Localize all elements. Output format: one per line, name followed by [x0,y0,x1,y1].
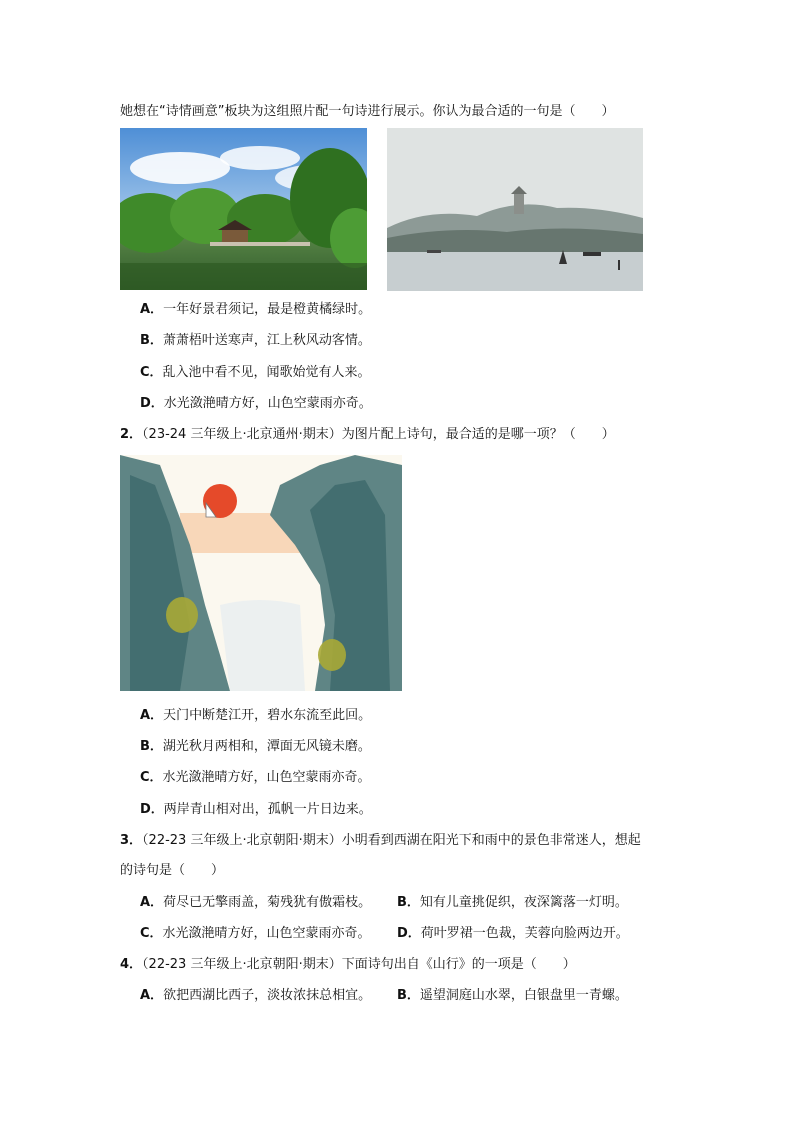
photo-misty-lake [387,128,643,291]
q2-option-d: D．两岸青山相对出，孤帆一片日边来。 [140,802,372,817]
q2-option-b: B．湖光秋月两相和，潭面无风镜未磨。 [140,739,371,754]
q4-option-a: A．欲把西湖比西子，淡妆浓抹总相宜。 [140,988,372,1003]
q1-option-b: B．萧萧梧叶送寒声，江上秋风动客情。 [140,333,371,348]
q4-stem: 4．（22-23 三年级上·北京朝阳·期末）下面诗句出自《山行》的一项是（ ） [120,957,576,972]
q4-option-b: B．遥望洞庭山水翠，白银盘里一青螺。 [397,988,628,1003]
q3-option-c: C．水光潋滟晴方好，山色空蒙雨亦奇。 [140,926,371,941]
q3-option-b: B．知有儿童挑促织，夜深篱落一灯明。 [397,895,628,910]
q2-stem: 2．（23-24 三年级上·北京通州·期末）为图片配上诗句，最合适的是哪一项？（ ） [120,427,615,442]
q3-stem-line2: 的诗句是（ ） [120,863,225,878]
q3-option-d: D．荷叶罗裙一色裁，芙蓉向脸两边开。 [397,926,629,941]
q1-option-c: C．乱入池中看不见，闻歌始觉有人来。 [140,365,371,380]
painting-cliffs-sun [120,455,402,691]
q1-option-a: A．一年好景君须记，最是橙黄橘绿时。 [140,302,372,317]
q2-option-a: A．天门中断楚江开，碧水东流至此回。 [140,708,372,723]
q3-stem-line1: 3．（22-23 三年级上·北京朝阳·期末）小明看到西湖在阳光下和雨中的景色非常迷人，想起 [120,833,641,848]
q3-option-a: A．荷尽已无擎雨盖，菊残犹有傲霜枝。 [140,895,372,910]
photo-sunny-lake [120,128,367,290]
q1-stem: 她想在“诗情画意”板块为这组照片配一句诗进行展示。你认为最合适的一句是（ ） [120,104,615,119]
q1-option-d: D．水光潋滟晴方好，山色空蒙雨亦奇。 [140,396,372,411]
q2-option-c: C．水光潋滟晴方好，山色空蒙雨亦奇。 [140,770,371,785]
